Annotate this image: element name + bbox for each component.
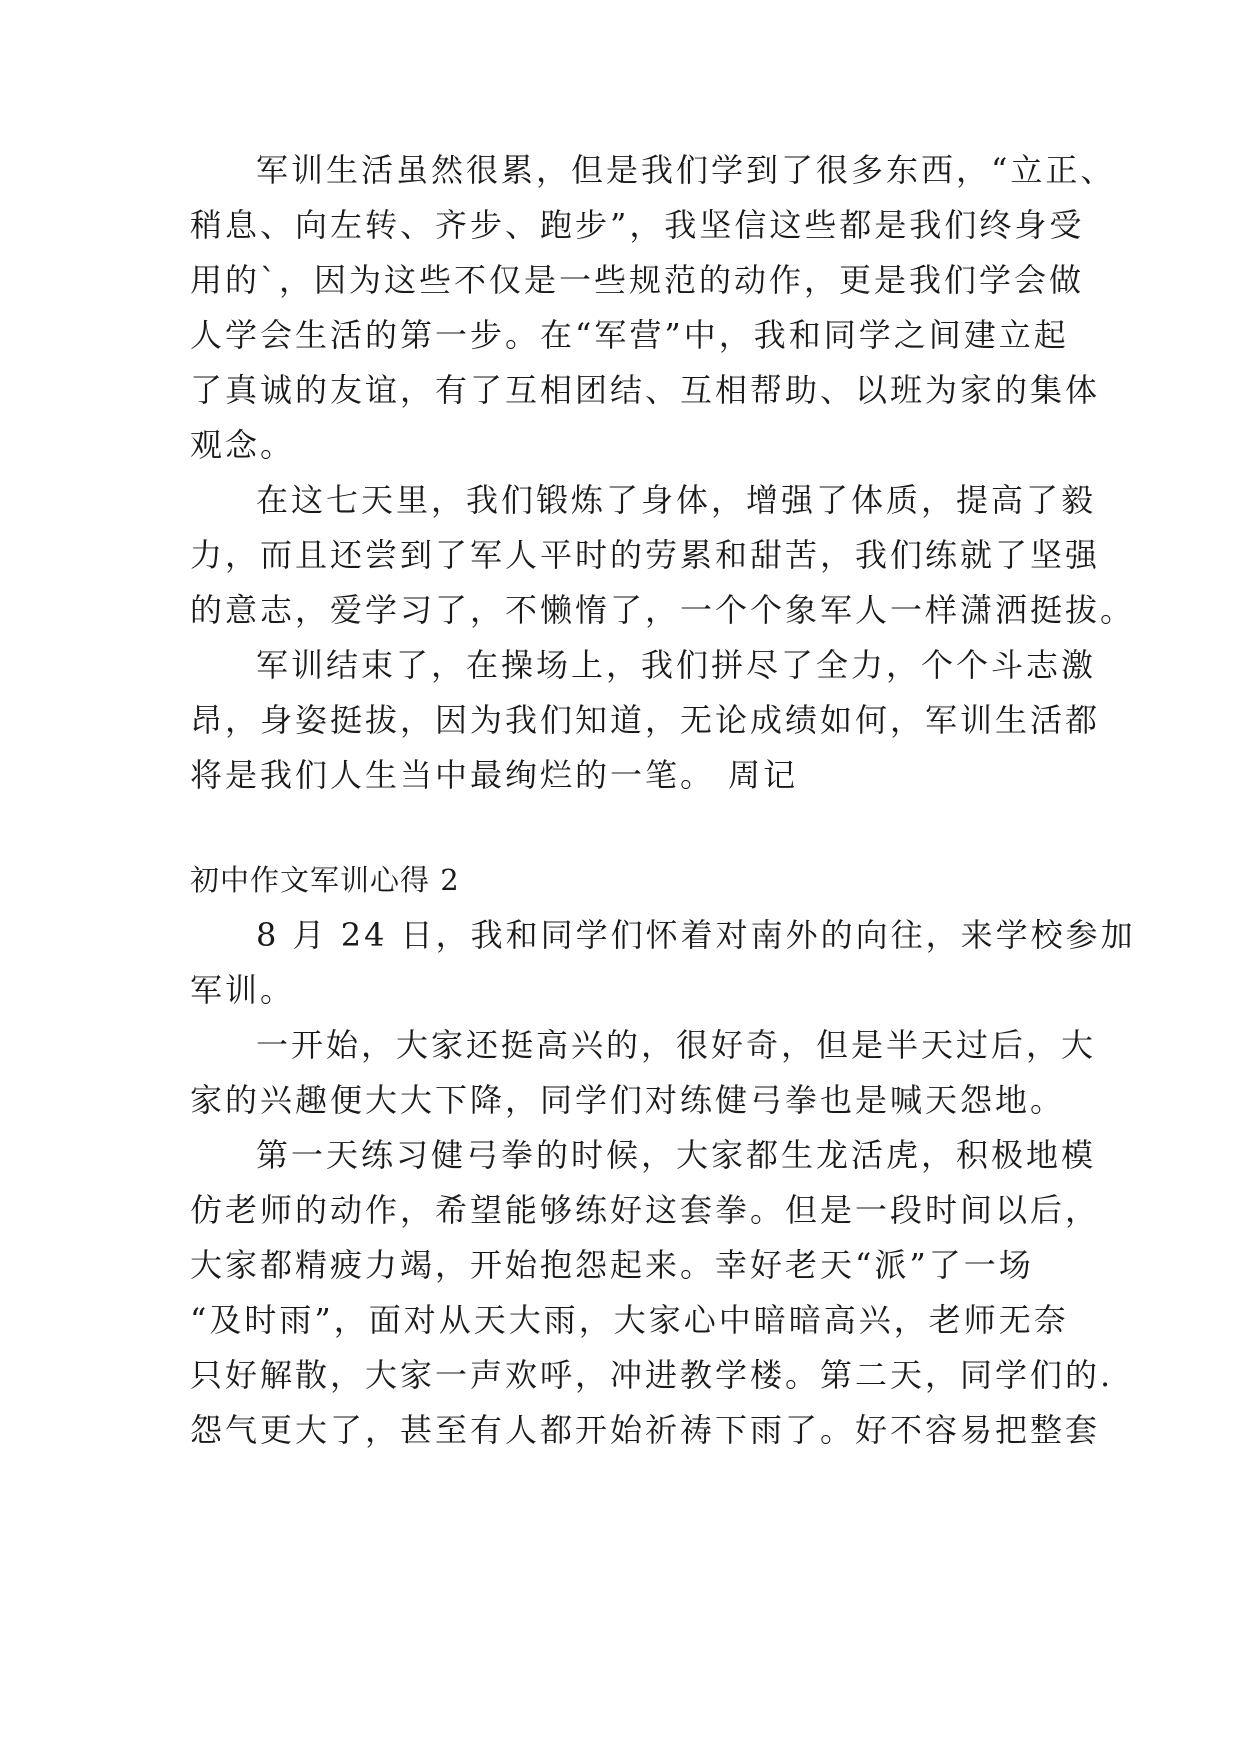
- text-line: 仿老师的动作，希望能够练好这套拳。但是一段时间以后，: [190, 1191, 1101, 1229]
- text-line: 怨气更大了，甚至有人都开始祈祷下雨了。好不容易把整套: [190, 1411, 1101, 1449]
- text-line: 稍息、向左转、齐步、跑步”，我坚信这些都是我们终身受: [190, 206, 1085, 244]
- text-line: 只好解散，大家一声欢呼，冲进教学楼。第二天，同学们的.: [190, 1356, 1114, 1394]
- text-line: 的意志，爱学习了，不懒惰了，一个个象军人一样潇洒挺拔。: [190, 591, 1136, 629]
- text-line: 了真诚的友谊，有了互相团结、互相帮助、以班为家的集体: [190, 371, 1101, 409]
- text-line: 军训结束了，在操场上，我们拼尽了全力，个个斗志激: [256, 646, 1097, 684]
- text-line: 第一天练习健弓拳的时候，大家都生龙活虎，积极地模: [256, 1136, 1097, 1174]
- text-line: 一开始，大家还挺高兴的，很好奇，但是半天过后，大: [256, 1026, 1097, 1064]
- text-line: 昂，身姿挺拔，因为我们知道，无论成绩如何，军训生活都: [190, 701, 1101, 739]
- text-line: “及时雨”，面对从天大雨，大家心中暗暗高兴，老师无奈: [190, 1301, 1069, 1339]
- text-line: 将是我们人生当中最绚烂的一笔。 周记: [190, 756, 799, 794]
- text-line: 在这七天里，我们锻炼了身体，增强了体质，提高了毅: [256, 481, 1097, 519]
- text-line: 军训。: [190, 971, 296, 1009]
- text-line: 军训生活虽然很累，但是我们学到了很多东西，“立正、: [256, 151, 1116, 189]
- section-heading: 初中作文军训心得 2: [190, 863, 460, 897]
- text-line: 8 月 24 日，我和同学们怀着对南外的向往，来学校参加: [256, 916, 1136, 954]
- text-line: 力，而且还尝到了军人平时的劳累和甜苦，我们练就了坚强: [190, 536, 1101, 574]
- text-line: 家的兴趣便大大下降，同学们对练健弓拳也是喊天怨地。: [190, 1081, 1066, 1119]
- text-line: 观念。: [190, 426, 296, 464]
- text-line: 大家都精疲力竭，开始抱怨起来。幸好老天“派”了一场: [190, 1246, 1034, 1284]
- text-line: 人学会生活的第一步。在“军营”中，我和同学之间建立起: [190, 316, 1069, 354]
- text-line: 用的`，因为这些不仅是一些规范的动作，更是我们学会做: [190, 261, 1085, 299]
